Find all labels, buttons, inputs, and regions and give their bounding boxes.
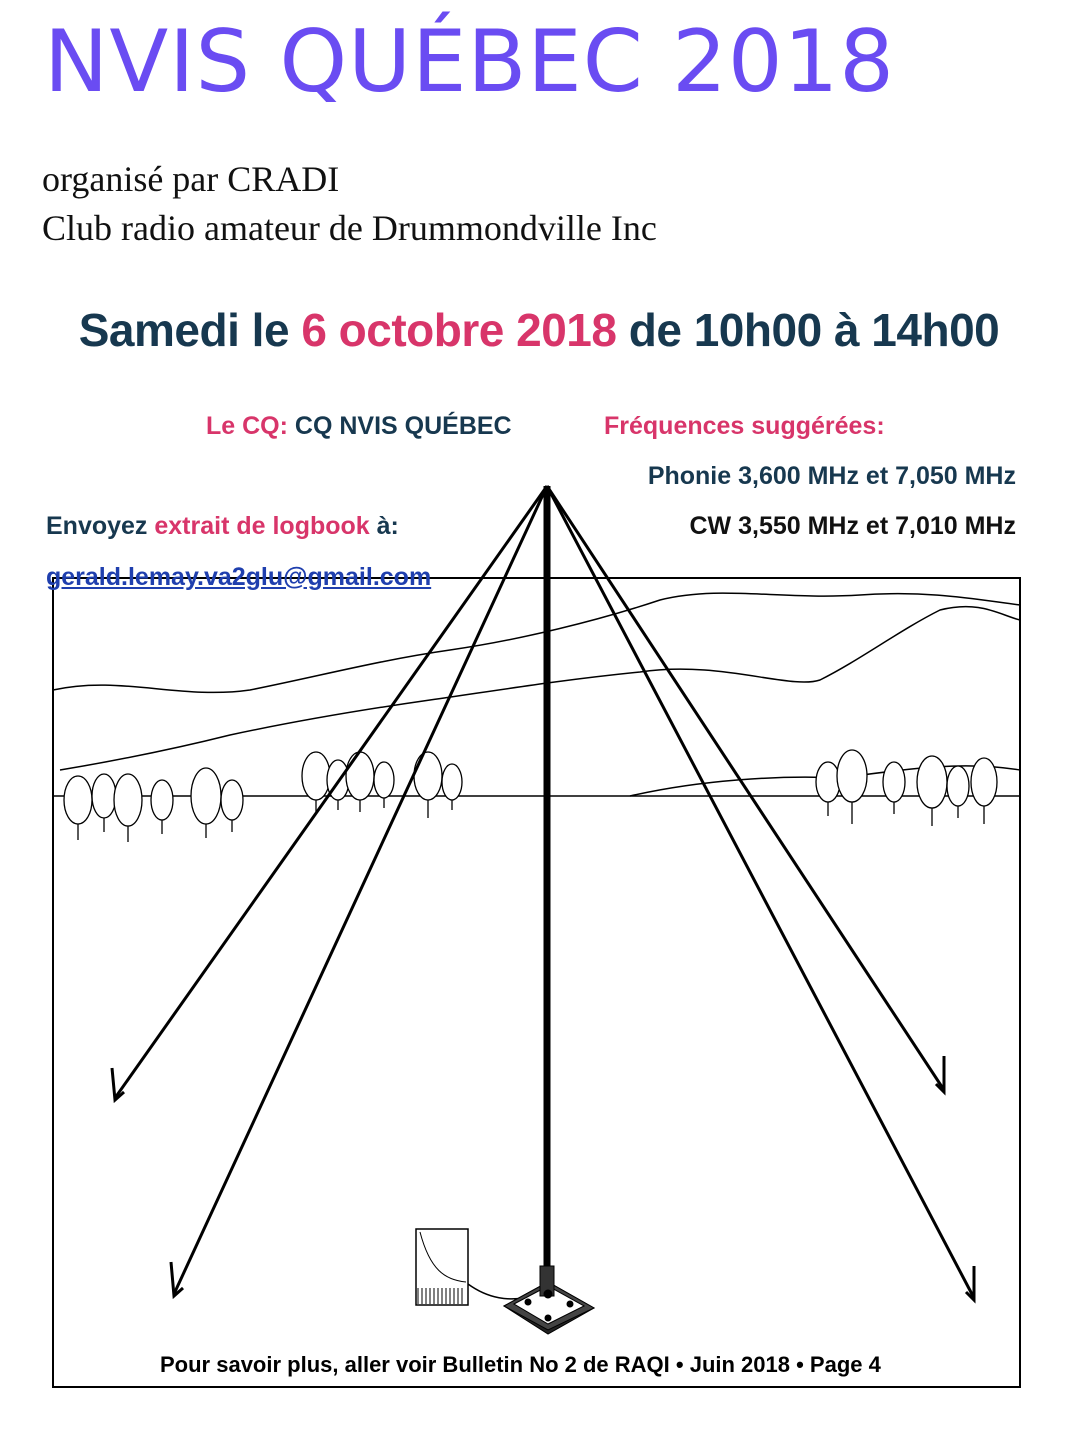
- trees-middle: [302, 752, 462, 818]
- cq-line: [206, 410, 512, 442]
- coax-cable: [468, 1284, 524, 1299]
- mountain-ridge-front: [60, 607, 1020, 770]
- phonie-frequencies: Phonie 3,600 MHz et 7,050 MHz: [647, 462, 1016, 490]
- antenna-wires: [112, 486, 974, 1300]
- logbook-instruction: [46, 510, 399, 542]
- logbook-prefix: Envoyez: [46, 512, 155, 540]
- cq-label: Le CQ:: [206, 412, 295, 440]
- trees-right: [816, 750, 997, 826]
- event-time: de 10h00 à 14h00: [616, 304, 1000, 356]
- trees-left: [64, 768, 243, 842]
- date-prefix: Samedi le: [78, 304, 302, 356]
- organizer-line: organisé par CRADI: [42, 159, 340, 199]
- mountain-ridge-back: [53, 593, 1020, 692]
- page-title: NVIS QUÉBEC 2018: [44, 12, 896, 112]
- footer-note: Pour savoir plus, aller voir Bulletin No 2 de RAQI • Juin 2018 • Page 4: [160, 1352, 881, 1377]
- logbook-highlight: extrait de logbook: [154, 512, 370, 540]
- club-name-line: Club radio amateur de Drummondville Inc: [42, 208, 657, 248]
- event-date: 6 octobre 2018: [301, 304, 617, 356]
- event-date-line: [0, 300, 1078, 360]
- logbook-suffix: à:: [369, 512, 399, 540]
- cq-value: CQ NVIS QUÉBEC: [294, 412, 512, 440]
- antenna-tuner: [416, 1229, 468, 1305]
- frequencies-label: Fréquences suggérées:: [604, 412, 885, 440]
- antenna-base: [504, 1266, 594, 1334]
- cw-frequencies: CW 3,550 MHz et 7,010 MHz: [689, 512, 1016, 540]
- email-link[interactable]: gerald.lemay.va2glu@gmail.com: [46, 563, 432, 591]
